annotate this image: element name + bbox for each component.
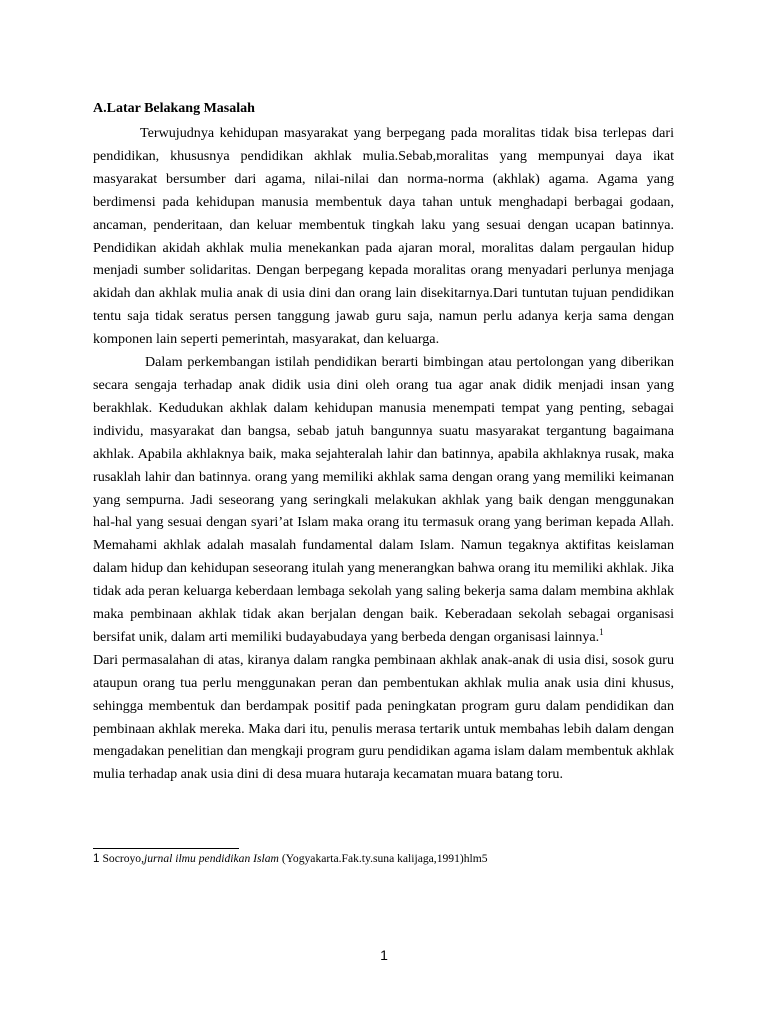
footnote [93,852,693,866]
paragraph-2 [93,351,674,649]
section-heading: A.Latar Belakang Masalah [93,101,255,116]
footnote-separator [93,848,239,849]
footnote-reference[interactable]: 1 [599,626,604,637]
footnote-details: (Yogyakarta.Fak.ty.suna kalijaga,1991)hlm5 [278,852,488,865]
footnote-author: Socroyo, [102,852,144,865]
paragraph-3: Dari permasalahan di atas, kiranya dalam rangka pembinaan akhlak anak-anak di usia disi, sosok guru ataupun orang tua perlu menggunakan peran dan pembentukan akhlak mulia anak usia dini khusus, sehingga membentuk dan berdampak positif pada peningkatan program guru dalam pendidikan dan pembinaan akhlak mereka. Maka dari itu, penulis merasa tertarik untuk membahas lebih dalam dengan mengadakan penelitian dan mengkaji program guru pendidikan agama islam dalam membentuk akhlak mulia terhadap anak usia dini di desa muara hutaraja kecamatan muara batang toru. [93,651,674,783]
footnote-title: jurnal ilmu pendidikan Islam [144,852,279,865]
footnote-number: 1 [93,852,100,865]
body-text [93,122,674,786]
paragraph-2-text: Dalam perkembangan istilah pendidikan berarti bimbingan atau pertolongan yang diberikan secara sengaja terhadap anak didik usia dini oleh orang tua agar anak didik menjadi insan yang berakhlak. Kedudukan akhlak dalam kehidupan manusia menempati tempat yang penting, sebagai individu, masyarakat dan bangsa, sebab jatuh bangunnya suatu masyarakat tergantung bagaimana akhlak. Apabila akhlaknya baik, maka sejahteralah lahir dan batinnya, apabila akhlaknya rusak, maka rusaklah lahir dan batinnya. orang yang memiliki akhlak sama dengan orang yang memiliki keimanan yang sempurna. Jadi seseorang yang seringkali melakukan akhlak yang baik dengan menggunakan hal-hal yang sesuai dengan syari’at Islam maka orang itu termasuk orang yang beriman kepada Allah. Memahami akhlak adalah masalah fundamental dalam Islam. Namun tegaknya aktifitas keislaman dalam hidup dan kehidupan seseorang itulah yang menerangkan bahwa orang itu memiliki akhlak. Jika tidak ada peran keluarga keberdaan lembaga sekolah yang saling bekerja sama dalam membina akhlak maka pembinaan akhlak tidak akan berjalan dengan baik. Keberadaan sekolah sebagai organisasi bersifat unik, dalam arti memiliki budayabudaya yang berbeda dengan organisasi lainnya. [93,354,674,645]
paragraph-1: Terwujudnya kehidupan masyarakat yang berpegang pada moralitas tidak bisa terlepas dari pendidikan, khususnya pendidikan akhlak mulia.Sebab,moralitas yang mempunyai daya ikat masyarakat bersumber dari agama, nilai-nilai dan norma-norma (akhlak) agama. Agama yang berdimensi pada kehidupan manusia membentuk daya tahan untuk menghadapi berbagai godaan, ancaman, penderitaan, dan keluar membentuk tingkah laku yang sesuai dengan ucapan batinnya. Pendidikan akidah akhlak mulia menekankan pada ajaran moral, moralitas dalam pergaulan hidup menjadi sumber solidaritas. Dengan berpegang kepada moralitas orang menyadari perlunya menjaga akidah dan akhlak mulia anak di usia dini dan orang lain disekitarnya.Dari tuntutan tujuan pendidikan tentu saja tidak seratus persen tanggung jawab guru saja, namun perlu adanya kerja sama dengan komponen lain seperti pemerintah, masyarakat, dan keluarga. [93,125,674,348]
page-number: 1 [380,947,388,963]
